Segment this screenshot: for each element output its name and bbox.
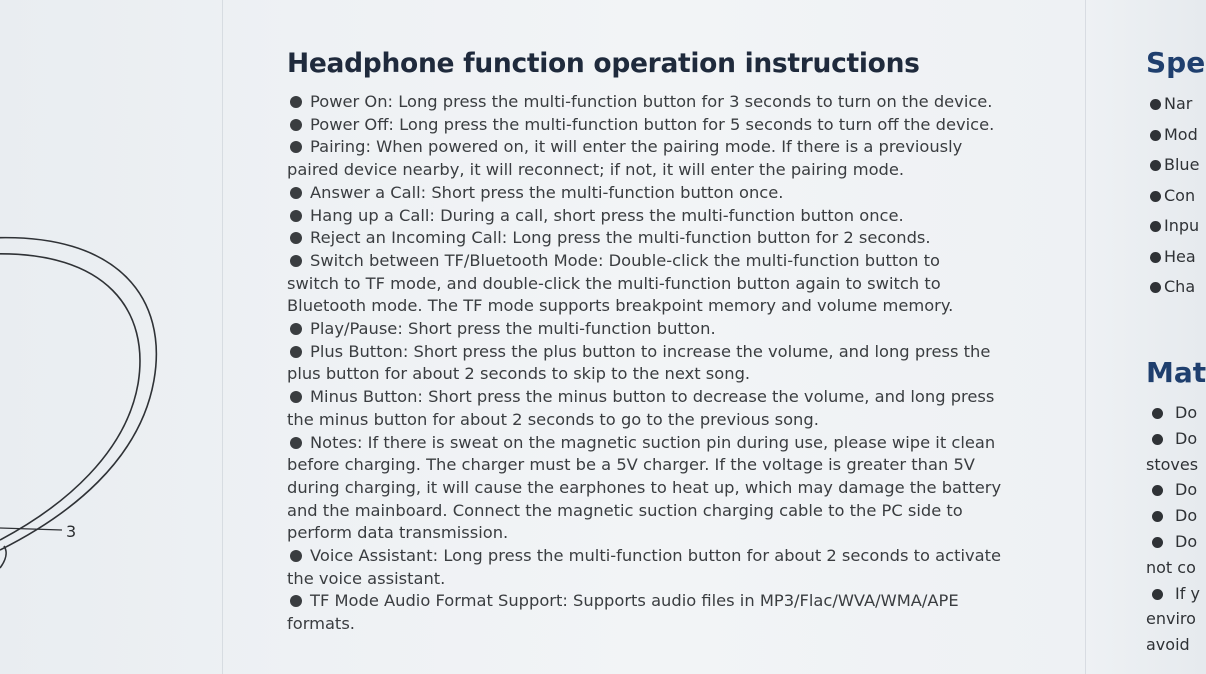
bullet-icon: [1152, 589, 1163, 600]
instruction-text-line: before charging. The charger must be a 5V charger. If the voltage is greater than 5V: [287, 455, 975, 475]
maintenance-line-text: stoves: [1146, 454, 1199, 474]
instruction-text-line: perform data transmission.: [287, 523, 509, 543]
neckband-outer-outline: [0, 238, 156, 550]
bullet-icon: [290, 437, 302, 449]
maintenance-line: [1146, 480, 1197, 499]
spec-item-text: Hea: [1164, 246, 1196, 266]
panel-fold-right: [1085, 0, 1086, 674]
instruction-item: [287, 318, 1027, 341]
maintenance-line-text: enviro: [1146, 609, 1196, 629]
maintenance-line: [1146, 429, 1197, 448]
instruction-text-line: Answer a Call: Short press the multi-function button once.: [310, 182, 784, 202]
maintenance-line: [1146, 584, 1200, 603]
instruction-item: [287, 205, 1027, 228]
bullet-icon: [290, 346, 302, 358]
instruction-text-line: during charging, it will cause the earphones to heat up, which may damage the battery: [287, 477, 1002, 497]
instruction-text-line: switch to TF mode, and double-click the multi-function button again to switch to: [287, 273, 941, 293]
instruction-text-line: Voice Assistant: Long press the multi-function button for about 2 seconds to activate: [310, 546, 1002, 566]
maintenance-line-text: Do: [1175, 428, 1198, 448]
bullet-icon: [1152, 485, 1163, 496]
maintenance-line-text: If y: [1175, 583, 1200, 603]
instruction-text-line: Switch between TF/Bluetooth Mode: Double-click the multi-function button to: [310, 250, 941, 270]
spec-item-text: Blue: [1164, 155, 1200, 174]
spec-item: [1150, 125, 1198, 144]
bullet-icon: [1150, 282, 1161, 293]
instruction-text-line: Reject an Incoming Call: Long press the multi-function button for 2 seconds.: [310, 228, 931, 248]
instruction-item: [287, 250, 1027, 318]
instruction-item: [287, 136, 1027, 181]
bullet-icon: [1152, 537, 1163, 548]
instruction-text-line: and the mainboard. Connect the magnetic suction charging cable to the PC side to: [287, 500, 963, 520]
instruction-item: [287, 386, 1027, 431]
maintenance-line: [1146, 506, 1197, 525]
bullet-icon: [1150, 252, 1161, 263]
maintenance-line: [1146, 455, 1198, 474]
instruction-item: [287, 91, 1027, 114]
instruction-text-line: paired device nearby, it will reconnect; if not, it will enter the pairing mode.: [287, 160, 905, 180]
bullet-icon: [290, 96, 302, 108]
maintenance-line: [1146, 609, 1196, 628]
bullet-icon: [290, 119, 302, 131]
maintenance-line: [1146, 558, 1196, 577]
maintenance-line-text: avoid: [1146, 635, 1190, 655]
maintenance-line-text: Do: [1175, 506, 1198, 526]
instruction-text-line: Minus Button: Short press the minus button to decrease the volume, and long press: [310, 387, 995, 407]
instruction-item: [287, 432, 1027, 546]
spec-item-text: Inpu: [1164, 216, 1200, 235]
bullet-icon: [290, 141, 302, 153]
bullet-icon: [290, 391, 302, 403]
bullet-icon: [1150, 191, 1161, 202]
bullet-icon: [290, 187, 302, 199]
panel-fold-left: [222, 0, 223, 674]
instruction-item: [287, 341, 1027, 386]
bullet-icon: [1150, 130, 1161, 141]
page-title: Headphone function operation instructions: [287, 48, 920, 79]
instruction-text-line: Plus Button: Short press the plus button to increase the volume, and long press the: [310, 341, 991, 361]
instruction-text-line: Notes: If there is sweat on the magnetic suction pin during use, please wipe it clean: [310, 432, 996, 452]
spec-item: [1150, 94, 1192, 113]
spec-item: [1150, 216, 1199, 235]
spec-item-text: Con: [1164, 185, 1196, 205]
maintenance-heading: Mat: [1146, 356, 1206, 389]
bullet-icon: [290, 232, 302, 244]
instruction-item: [287, 114, 1027, 137]
spec-item-text: Nar: [1164, 94, 1193, 113]
maintenance-line: [1146, 403, 1197, 422]
bullet-icon: [290, 595, 302, 607]
bullet-icon: [290, 550, 302, 562]
maintenance-line-text: Do: [1175, 480, 1198, 500]
callout-leader-line: [0, 528, 62, 530]
spec-item: [1150, 155, 1199, 174]
instruction-text-line: formats.: [287, 614, 355, 634]
spec-item-text: Mod: [1164, 124, 1198, 144]
bullet-icon: [1150, 160, 1161, 171]
instruction-text-line: Power Off: Long press the multi-function button for 5 seconds to turn off the device.: [310, 114, 995, 134]
right-panel: [1146, 0, 1206, 674]
maintenance-line-text: not co: [1146, 557, 1196, 577]
instruction-text-line: plus button for about 2 seconds to skip to the next song.: [287, 364, 751, 384]
maintenance-line-text: Do: [1175, 403, 1198, 422]
instruction-item: [287, 590, 1027, 635]
instruction-item: [287, 182, 1027, 205]
instruction-text-line: the minus button for about 2 seconds to go to the previous song.: [287, 409, 819, 429]
spec-heading: Spe: [1146, 46, 1206, 79]
spec-item-text: Cha: [1164, 277, 1196, 296]
bullet-icon: [1150, 99, 1161, 110]
headphone-diagram: [0, 0, 200, 674]
instruction-text-line: Pairing: When powered on, it will enter the pairing mode. If there is a previously: [310, 137, 963, 157]
bullet-icon: [290, 255, 302, 267]
instruction-item: [287, 227, 1027, 250]
maintenance-line: [1146, 635, 1190, 654]
maintenance-line: [1146, 532, 1197, 551]
bullet-icon: [1152, 408, 1163, 419]
instruction-text-line: Hang up a Call: During a call, short press the multi-function button once.: [310, 205, 904, 225]
bullet-icon: [1152, 511, 1163, 522]
spec-item: [1150, 186, 1195, 205]
bullet-icon: [1150, 221, 1161, 232]
maintenance-line-text: Do: [1175, 532, 1198, 551]
callout-number: 3: [66, 522, 77, 541]
bullet-icon: [290, 323, 302, 335]
bullet-icon: [1152, 434, 1163, 445]
instruction-text-line: Bluetooth mode. The TF mode supports breakpoint memory and volume memory.: [287, 296, 954, 316]
instruction-item: [287, 545, 1027, 590]
instruction-text-line: the voice assistant.: [287, 568, 446, 588]
instruction-text-line: Power On: Long press the multi-function button for 3 seconds to turn on the device.: [310, 92, 993, 111]
instruction-text-line: TF Mode Audio Format Support: Supports audio files in MP3/Flac/WVA/WMA/APE: [310, 591, 959, 611]
instruction-list: [287, 91, 1027, 636]
neckband-inner-outline: [0, 254, 140, 540]
instruction-text-line: Play/Pause: Short press the multi-function button.: [310, 319, 716, 339]
instructions-panel: [287, 48, 1027, 636]
spec-item: [1150, 247, 1196, 266]
bullet-icon: [290, 210, 302, 222]
spec-item: [1150, 277, 1195, 296]
